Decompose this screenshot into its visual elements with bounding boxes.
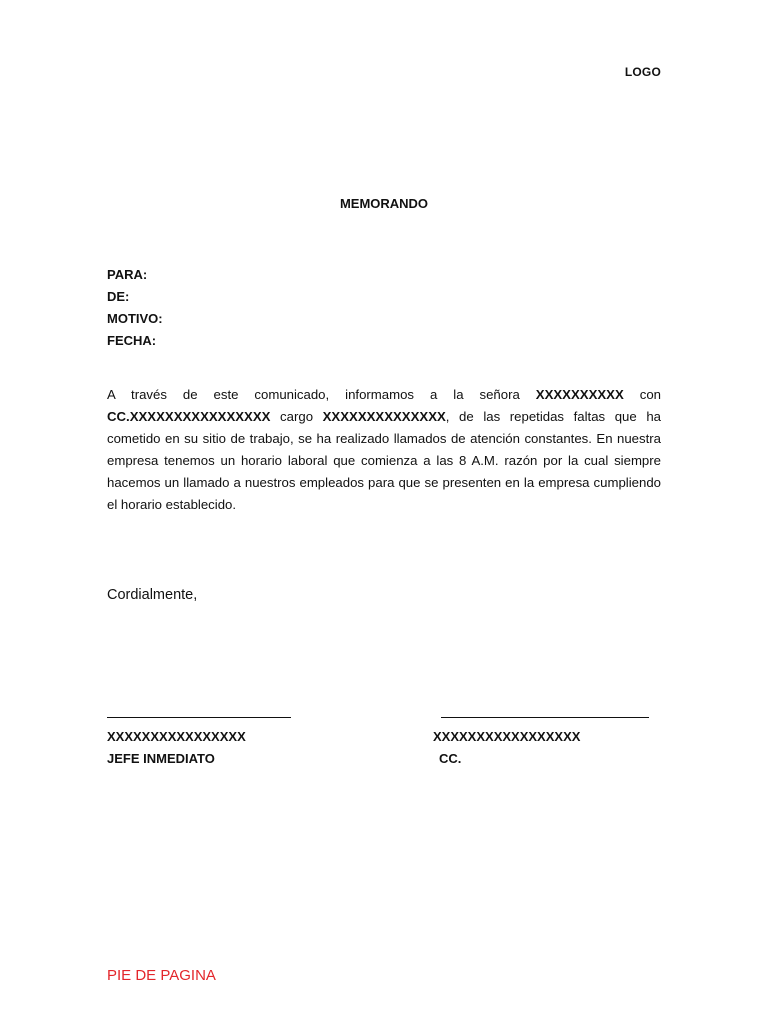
body-text-segment: con	[623, 387, 661, 402]
field-fecha: FECHA:	[107, 333, 157, 348]
signature-name: XXXXXXXXXXXXXXXXX	[433, 729, 581, 744]
memo-header-fields	[107, 264, 163, 352]
signature-block-supervisor	[107, 704, 246, 770]
field-de: DE:	[107, 289, 130, 304]
signature-block-employee	[433, 704, 580, 770]
employee-name-placeholder: XXXXXXXXXX	[535, 387, 624, 402]
body-text-segment: A través de este comunicado, informamos a la señora	[107, 387, 536, 402]
logo-placeholder: LOGO	[624, 65, 661, 79]
employee-position-placeholder: XXXXXXXXXXXXXX	[322, 409, 446, 424]
signature-line	[433, 704, 580, 726]
signature-line	[107, 704, 246, 726]
signature-role: JEFE INMEDIATO	[107, 751, 215, 766]
memo-body-paragraph	[107, 384, 661, 516]
memo-title: MEMORANDO	[339, 196, 429, 211]
signature-role: CC.	[439, 751, 462, 766]
field-motivo: MOTIVO:	[107, 311, 163, 326]
field-para: PARA:	[107, 267, 148, 282]
page-footer: PIE DE PAGINA	[107, 967, 216, 984]
body-text-segment: cargo	[270, 409, 323, 424]
employee-id-placeholder: CC.XXXXXXXXXXXXXXXX	[107, 409, 271, 424]
closing-salutation: Cordialmente,	[107, 587, 198, 603]
signature-name: XXXXXXXXXXXXXXXX	[107, 729, 246, 744]
body-text-segment: , de las repetidas faltas que ha cometido en su sitio de trabajo, se ha realizado llamados de atención constantes. En nuestra empresa tenemos un horario laboral que comienza a las 8 A.M. razón por la cual siempre hacemos un llamado a nuestros empleados para que se presenten en la empresa cumpliendo el horario establecido.	[107, 409, 661, 512]
